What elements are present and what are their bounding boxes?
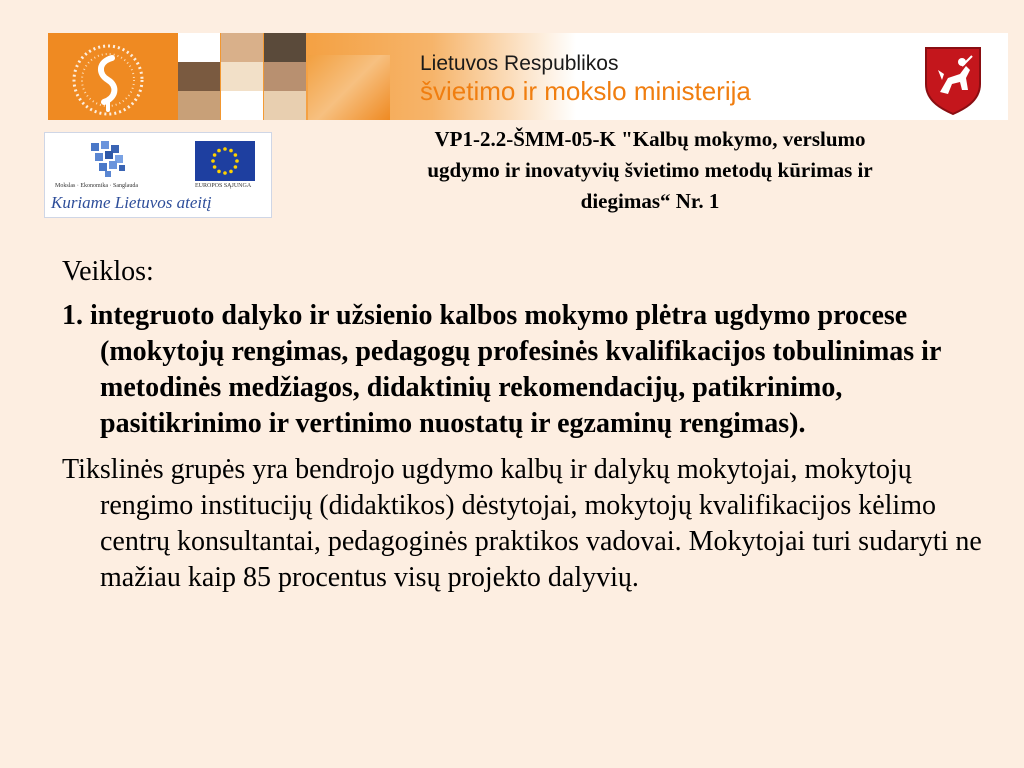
ministry-title-line2: švietimo ir mokslo ministerija xyxy=(420,76,751,106)
project-title-line3: diegimas“ Nr. 1 xyxy=(580,189,720,213)
ministry-title-line1: Lietuvos Respublikos xyxy=(420,52,619,75)
eu-caption-left: Mokslas · Ekonomika · Sanglauda xyxy=(55,183,138,189)
photo-collage xyxy=(178,33,306,120)
activity-item-1: 1. integruoto dalyko ir užsienio kalbos mokymo plėtra ugdymo procese (mokytojų rengimas, pedagogų profesinės kvalifikacijos tobulinimas ir metodinės medžiagos, didaktinių rekomendacijų, patikrinimo, pasitikrinimo ir vertinimo nuostatų ir egzaminų rengimas). xyxy=(62,300,941,439)
project-title-line2: ugdymo ir inovatyvių švietimo metodų kūrimas ir xyxy=(427,158,873,182)
eu-logo-box xyxy=(44,132,272,218)
map-mosaic-icon xyxy=(81,139,141,183)
coat-of-arms-icon xyxy=(922,44,984,116)
main-content xyxy=(62,254,982,596)
ministry-swirl-logo-icon xyxy=(68,40,148,120)
eu-slogan: Kuriame Lietuvos ateitį xyxy=(51,193,212,212)
project-title-line1: VP1-2.2-ŠMM-05-K "Kalbų mokymo, verslumo xyxy=(434,127,866,151)
eu-caption-right: EUROPOS SĄJUNGA xyxy=(195,183,252,189)
activities-heading: Veiklos: xyxy=(62,256,154,287)
photo-strip xyxy=(308,55,390,120)
project-title xyxy=(330,124,970,217)
target-groups-paragraph: Tikslinės grupės yra bendrojo ugdymo kalbų ir dalykų mokytojai, mokytojų rengimo institucijų (didaktikos) dėstytojai, mokytojų kvalifikacijos kėlimo centrų konsultantai, pedagoginės praktikos vadovai. Mokytojai turi sudaryti ne mažiau kaip 85 procentus visų projekto dalyvių. xyxy=(62,454,982,593)
eu-flag-icon xyxy=(195,141,255,181)
